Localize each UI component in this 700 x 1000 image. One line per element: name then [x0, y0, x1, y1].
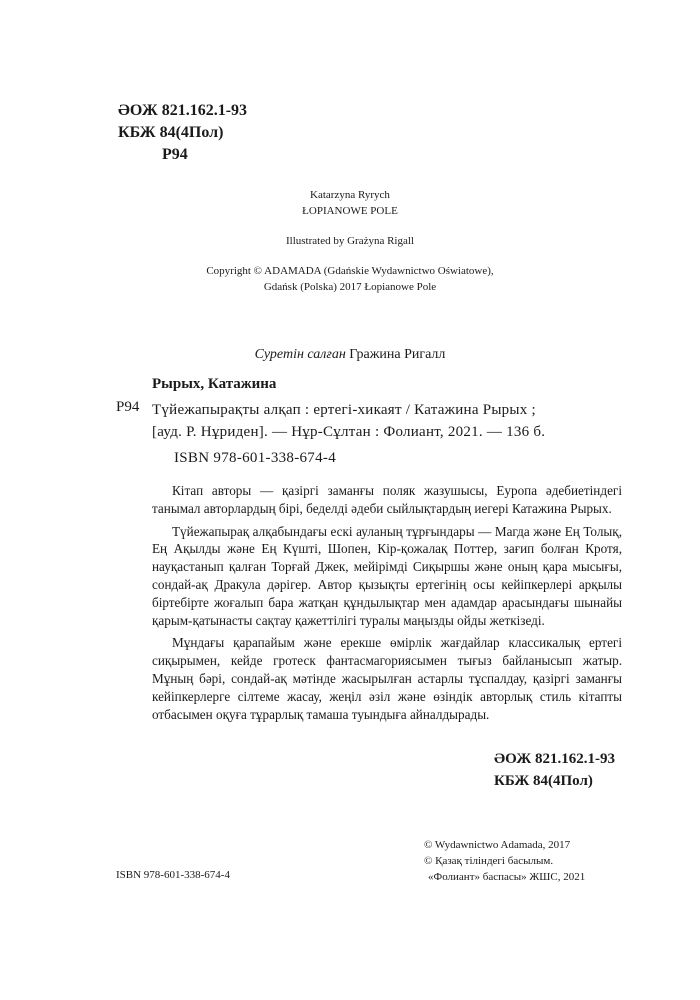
annotation-paragraph: Кітап авторы — қазіргі заманғы поляк жазушысы, Еуропа әдебиетіндегі танымал авторлардың бірі, беделді әдеби сыйлықтардың иегері Катажина Рырых.: [152, 483, 622, 516]
bbk-code: КБЖ 84(4Пол): [494, 773, 593, 789]
original-copyright-line1: Copyright © ADAMADA (Gdańskie Wydawnictwo Oświatowe),: [206, 265, 494, 277]
udc-code: ӘОЖ 821.162.1-93: [494, 751, 615, 767]
original-edition-info: [0, 187, 700, 295]
udc-block-bottom: [494, 748, 615, 792]
copyright-line: © Қазақ тіліндегі басылым.: [424, 855, 554, 867]
copyright-line: © Wydawnictwo Adamada, 2017: [424, 839, 571, 851]
annotation: [152, 482, 622, 728]
original-copyright-line2: Gdańsk (Polska) 2017 Łopianowe Pole: [263, 281, 437, 293]
annotation-paragraph: Мұндағы қарапайым және ерекше өмірлік жағдайлар классикалық ертегі сиқырымен, кейде гротеск фантасмагориясымен тығыз байланысып жатыр. Мұның бәрі, сондай-ақ мәтінде жасырылған астарлы тұспалдау, қазіргі заманғы кейіпкерлерге сілтеме жасау, жеңіл әзіл және өзіндік авторлық стиль кітапты отбасымен оқуға тұрарлық тамаша туындыға айналдырады.: [152, 635, 622, 722]
illustrator-name: Гражина Ригалл: [349, 347, 446, 362]
catalog-bibliographic-description: [152, 399, 622, 443]
catalog-line2: [ауд. Р. Нұриден]. — Нұр-Сұлтан : Фолиант, 2021. — 136 б.: [152, 424, 546, 440]
annotation-paragraph: Түйежапырақ алқабындағы ескі ауланың тұрғындары — Магда және Ең Толық, Ең Ақылды және Ең Күшті, Шопен, Кір-қожалақ Поттер, зағип болған Кротя, науқастанып қалған Торғай Джек, мейірімді Сиқыршы және оның қара мысығы, сондай-ақ Дракула дәрігер. Автор қызықты ертегінің осы кейіпкерлері арқылы біртебірте жоғалып бара жатқан құндылықтар мен адамдар арасындағы шынайы қарым-қатынасты сақтау қажеттілігі туралы маңызды ойды жеткізеді.: [152, 523, 622, 628]
original-author: Katarzyna Ryrych: [310, 189, 390, 201]
illustrator-label: Суретін салған: [254, 347, 346, 362]
original-title: ŁOPIANOWE POLE: [302, 205, 398, 217]
catalog-author-heading: Рырых, Катажина: [152, 376, 277, 392]
author-mark: Р94: [162, 146, 188, 163]
copyright-line: «Фолиант» баспасы» ЖШС, 2021: [428, 871, 586, 883]
udc-block-top: [118, 100, 247, 166]
udc-code: ӘОЖ 821.162.1-93: [118, 102, 248, 119]
copyright-block: [424, 837, 585, 885]
illustrator-credit: [0, 347, 700, 363]
catalog-line1: Түйежапырақты алқап : ертегі-хикаят / Катажина Рырых ;: [152, 402, 536, 418]
original-illustrator: Illustrated by Grażyna Rigall: [286, 235, 414, 247]
isbn-bottom: ISBN 978-601-338-674-4: [116, 869, 230, 881]
bbk-code: КБЖ 84(4Пол): [118, 124, 224, 141]
catalog-code: Р94: [116, 399, 140, 415]
catalog-isbn: ISBN 978-601-338-674-4: [174, 450, 337, 466]
